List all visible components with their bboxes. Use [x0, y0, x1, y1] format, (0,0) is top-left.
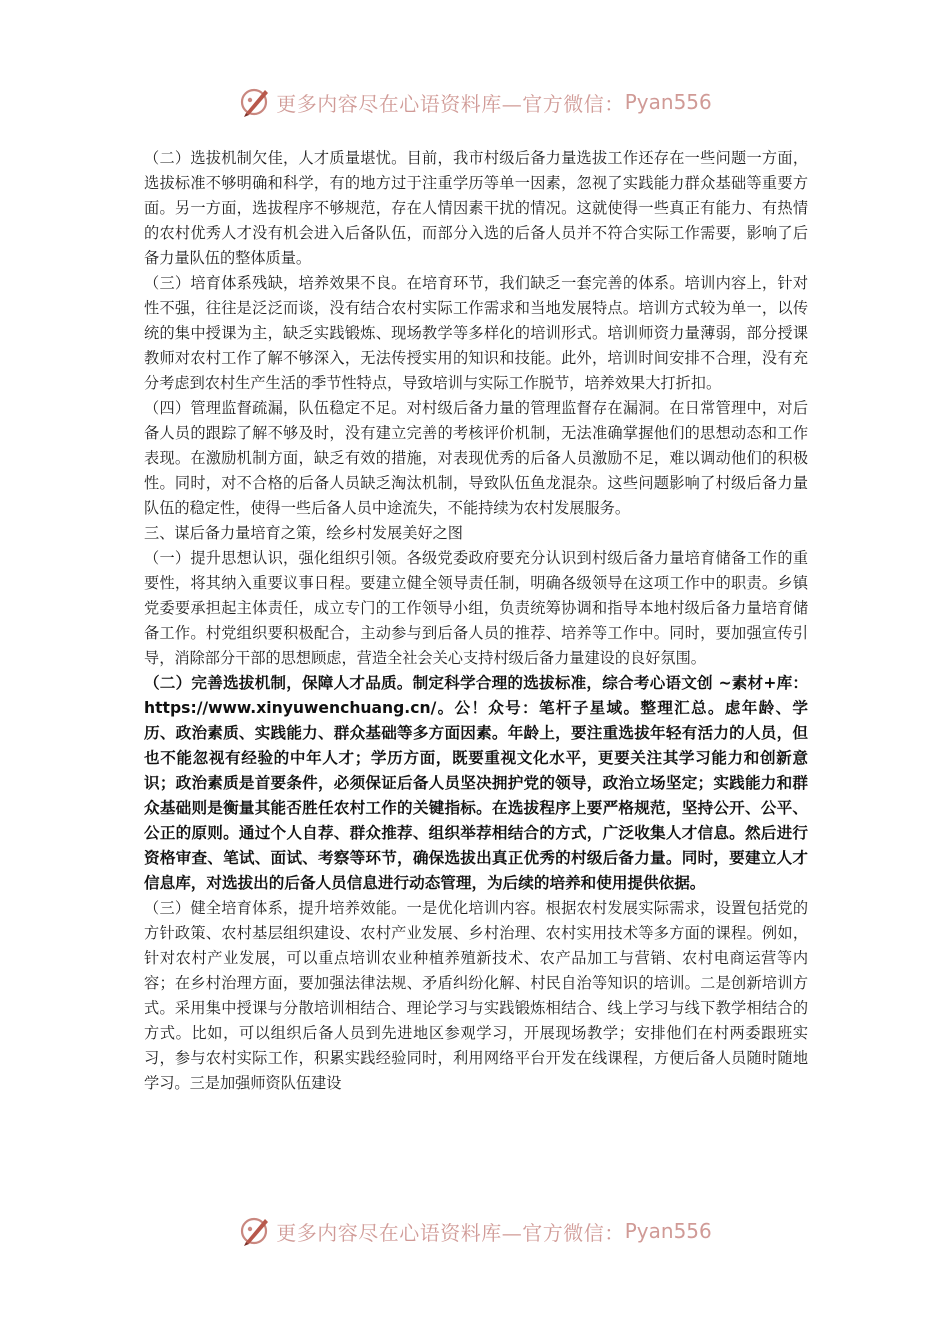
- watermark-header: [0, 84, 950, 120]
- pen-logo-icon: [238, 85, 272, 119]
- paragraph-training-system-issue: （三）培育体系残缺，培养效果不良。在培育环节，我们缺乏一套完善的体系。培训内容上，针对性不强，往往是泛泛而谈，没有结合农村实际工作需求和当地发展特点。培训方式较为单一，以传统的集中授课为主，缺乏实践锻炼、现场教学等多样化的培训形式。培训师资力量薄弱，部分授课教师对农村工作了解不够深入，无法传授实用的知识和技能。此外，培训时间安排不合理，没有充分考虑到农村生产生活的季节性特点，导致培训与实际工作脱节，培养效果大打折扣。: [144, 274, 808, 392]
- watermark-wechat-id: Pyan556: [624, 1219, 712, 1243]
- paragraph-management-issue: （四）管理监督疏漏，队伍稳定不足。对村级后备力量的管理监督存在漏洞。在日常管理中，对后备人员的跟踪了解不够及时，没有建立完善的考核评价机制，无法准确掌握他们的思想动态和工作表现。在激励机制方面，缺乏有效的措施，对表现优秀的后备人员激励不足，难以调动他们的积极性。同时，对不合格的后备人员缺乏淘汰机制，导致队伍鱼龙混杂。这些问题影响了村级后备力量队伍的稳定性，使得一些后备人员中途流失，不能持续为农村发展服务。: [144, 399, 808, 517]
- paragraph-strategy-awareness: （一）提升思想认识，强化组织引领。各级党委政府要充分认识到村级后备力量培育储备工作的重要性，将其纳入重要议事日程。要建立健全领导责任制，明确各级领导在这项工作中的职责。乡镇党委要承担起主体责任，成立专门的工作领导小组，负责统筹协调和指导本地村级后备力量培育储备工作。村党组织要积极配合，主动参与到后备人员的推荐、培养等工作中。同时，要加强宣传引导，消除部分干部的思想顾虑，营造全社会关心支持村级后备力量建设的良好氛围。: [144, 549, 808, 667]
- pen-logo-icon: [238, 1214, 272, 1248]
- watermark-footer: [0, 1213, 950, 1249]
- paragraph-strategy-training: （三）健全培育体系，提升培养效能。一是优化培训内容。根据农村发展实际需求，设置包括党的方针政策、农村基层组织建设、农村产业发展、乡村治理、农村实用技术等多方面的课程。例如，针对农村产业发展，可以重点培训农业种植养殖新技术、农产品加工与营销、农村电商运营等内容；在乡村治理方面，要加强法律法规、矛盾纠纷化解、村民自治等知识的培训。二是创新培训方式。采用集中授课与分散培训相结合、理论学习与实践锻炼相结合、线上学习与线下教学相结合的方式。比如，可以组织后备人员到先进地区参观学习，开展现场教学；安排他们在村两委跟班实习，参与农村实际工作，积累实践经验同时，利用网络平台开发在线课程，方便后备人员随时随地学习。三是加强师资队伍建设: [144, 899, 808, 1092]
- watermark-text: 更多内容尽在心语资料库—官方微信：: [276, 1220, 625, 1245]
- document-body: [144, 146, 808, 1096]
- watermark-text: 更多内容尽在心语资料库—官方微信：: [276, 91, 625, 116]
- section-heading: 三、谋后备力量培育之策，绘乡村发展美好之图: [144, 524, 463, 542]
- watermark-wechat-id: Pyan556: [624, 90, 712, 114]
- paragraph-strategy-selection: （二）完善选拔机制，保障人才品质。制定科学合理的选拔标准，综合考心语文创 ~素材+库：https://www.xinyuwenchuang.cn/。公！众号：笔杆子星域。整理汇总。虑年龄、学历、政治素质、实践能力、群众基础等多方面因素。年龄上，要注重选拔年轻有活力的人员，但也不能忽视有经验的中年人才；学历方面，既要重视文化水平，更要关注其学习能力和创新意识；政治素质是首要条件，必须保证后备人员坚决拥护党的领导，政治立场坚定；实践能力和群众基础则是衡量其能否胜任农村工作的关键指标。在选拔程序上要严格规范，坚持公开、公平、公正的原则。通过个人自荐、群众推荐、组织举荐相结合的方式，广泛收集人才信息。然后进行资格审查、笔试、面试、考察等环节，确保选拔出真正优秀的村级后备力量。同时，要建立人才信息库，对选拔出的后备人员信息进行动态管理，为后续的培养和使用提供依据。: [144, 674, 808, 892]
- paragraph-selection-mechanism-issue: （二）选拔机制欠佳，人才质量堪忧。目前，我市村级后备力量选拔工作还存在一些问题一方面，选拔标准不够明确和科学，有的地方过于注重学历等单一因素，忽视了实践能力群众基础等重要方面。另一方面，选拔程序不够规范，存在人情因素干扰的情况。这就使得一些真正有能力、有热情的农村优秀人才没有机会进入后备队伍，而部分入选的后备人员并不符合实际工作需要，影响了后备力量队伍的整体质量。: [144, 149, 808, 267]
